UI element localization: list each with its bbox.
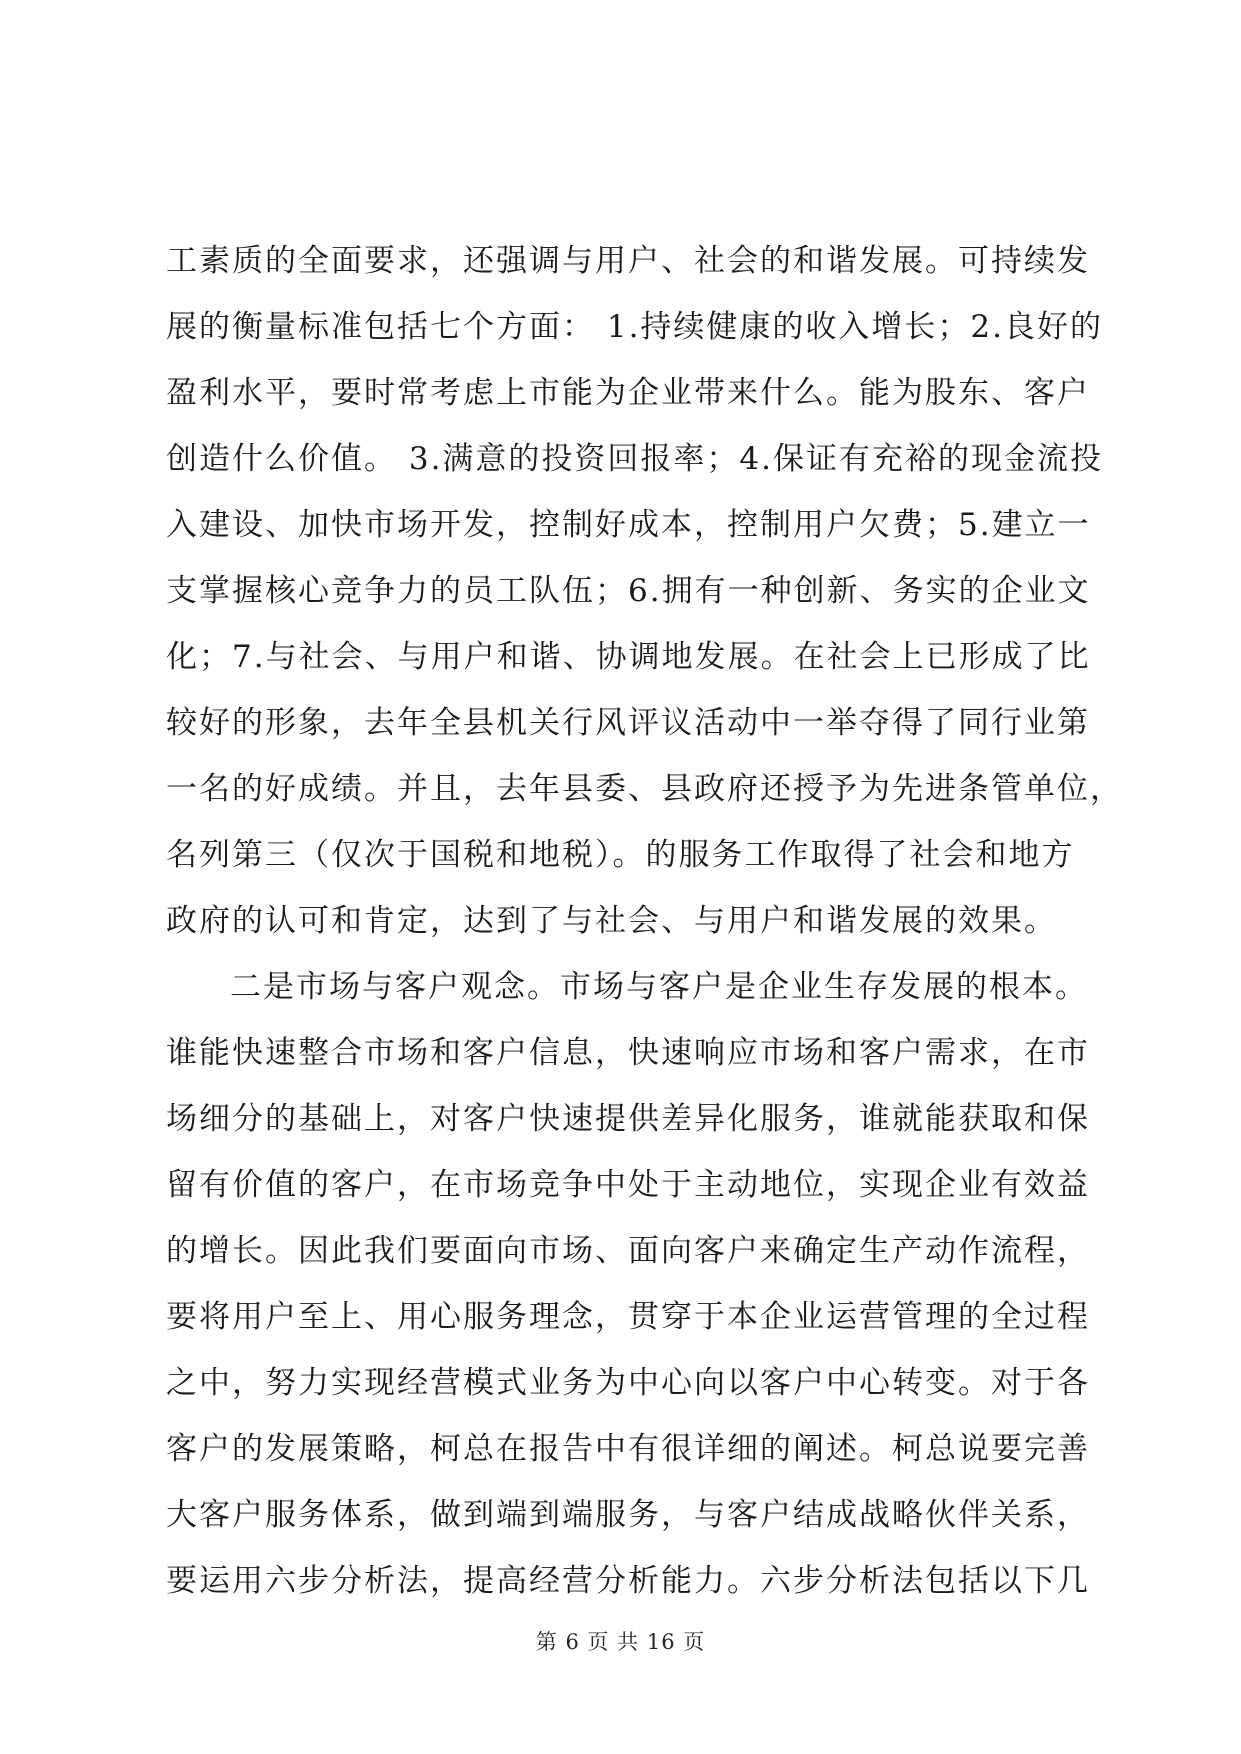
text-line: 一名的好成绩。并且，去年县委、县政府还授予为先进条管单位，	[166, 771, 1123, 807]
text-line: 留有价值的客户，在市场竞争中处于主动地位，实现企业有效益	[166, 1167, 1090, 1203]
text-line: 创造什么价值。 3.满意的投资回报率；4.保证有充裕的现金流投	[166, 441, 1104, 477]
page-number-footer: 第 6 页 共 16 页	[535, 1630, 706, 1654]
text-line: 展的衡量标准包括七个方面： 1.持续健康的收入增长；2.良好的	[166, 309, 1104, 345]
text-line: 支掌握核心竞争力的员工队伍；6.拥有一种创新、务实的企业文	[166, 573, 1091, 609]
text-line: 工素质的全面要求，还强调与用户、社会的和谐发展。可持续发	[166, 243, 1090, 279]
text-line: 盈利水平，要时常考虑上市能为企业带来什么。能为股东、客户	[166, 375, 1090, 411]
text-line: 要将用户至上、用心服务理念，贯穿于本企业运营管理的全过程	[166, 1299, 1090, 1335]
text-line: 较好的形象，去年全县机关行风评议活动中一举夺得了同行业第	[166, 705, 1090, 741]
text-line: 谁能快速整合市场和客户信息，快速响应市场和客户需求，在市	[166, 1035, 1090, 1071]
body-text	[166, 228, 1123, 1614]
text-line: 政府的认可和肯定，达到了与社会、与用户和谐发展的效果。	[166, 903, 1057, 939]
text-line: 化；7.与社会、与用户和谐、协调地发展。在社会上已形成了比	[166, 639, 1091, 675]
text-line: 场细分的基础上，对客户快速提供差异化服务，谁就能获取和保	[166, 1101, 1090, 1137]
text-line: 入建设、加快市场开发，控制好成本，控制用户欠费；5.建立一	[166, 507, 1091, 543]
paragraph-start-line: 二是市场与客户观念。市场与客户是企业生存发展的根本。	[230, 969, 1088, 1005]
text-line: 要运用六步分析法，提高经营分析能力。六步分析法包括以下几	[166, 1563, 1090, 1599]
text-line: 之中，努力实现经营模式业务为中心向以客户中心转变。对于各	[166, 1365, 1090, 1401]
text-line: 大客户服务体系，做到端到端服务，与客户结成战略伙伴关系，	[166, 1497, 1090, 1533]
text-line: 的增长。因此我们要面向市场、面向客户来确定生产动作流程，	[166, 1233, 1090, 1269]
text-line: 名列第三（仅次于国税和地税）。的服务工作取得了社会和地方	[166, 837, 1075, 873]
text-line: 客户的发展策略，柯总在报告中有很详细的阐述。柯总说要完善	[166, 1431, 1090, 1467]
